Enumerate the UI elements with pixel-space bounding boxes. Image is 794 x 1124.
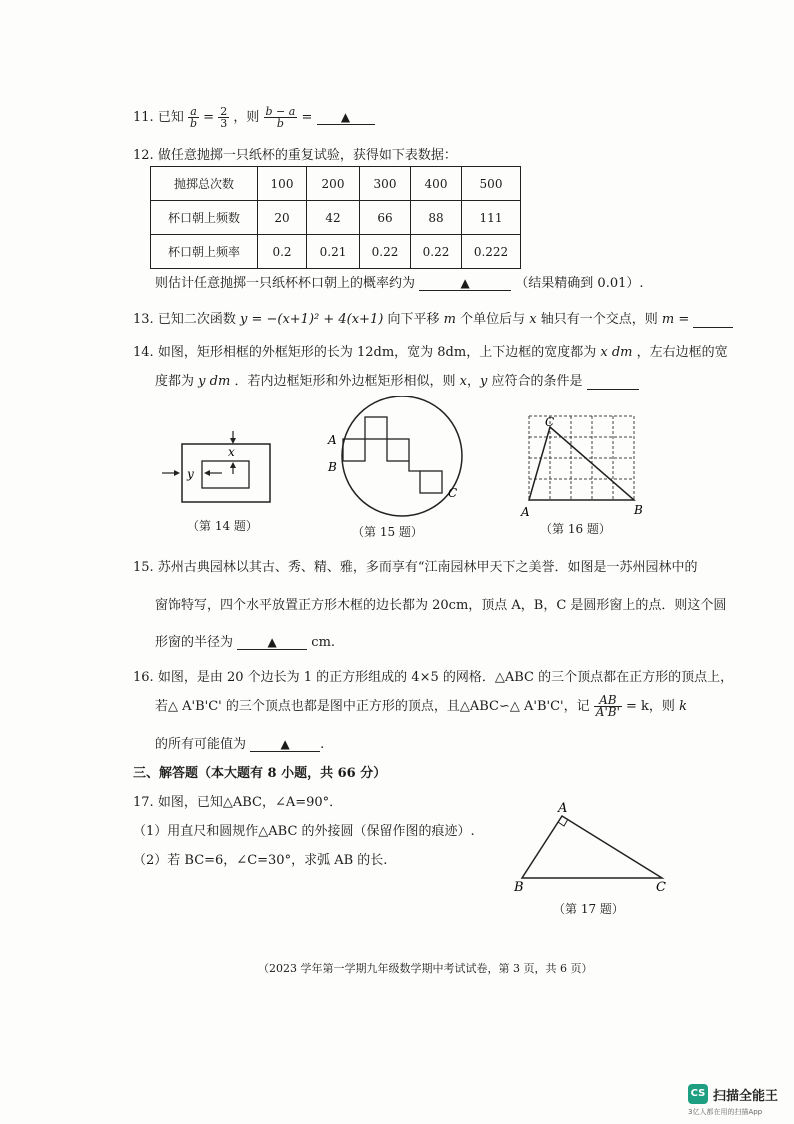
q13-line [133,308,733,328]
question-number: 16. [133,670,154,685]
q13-text: 已知二次函数 [157,312,236,327]
table-cell: 0.2 [258,235,307,269]
table-cell: 抛掷总次数 [151,167,258,201]
fraction-ab-over-a-prime-b-prime: $\frac{AB}{A'B'}$ [595,693,620,719]
var-m: m [661,312,675,327]
point-a-label: A [558,801,568,816]
q13-text: 向下平移 [387,312,440,327]
q16-line3 [155,733,324,752]
figure-16-grid [518,412,648,520]
outer-rectangle [182,444,270,502]
table-cell: 0.21 [307,235,360,269]
question-number: 12. [133,148,154,163]
point-b-label: B [514,880,524,893]
quadratic-formula: y = −(x+1)² + 4(x+1) [239,312,384,327]
table-row [151,235,521,269]
figure-17-right-triangle [508,798,678,893]
watermark-tagline: 3亿人都在用的扫描App [688,1108,763,1116]
table-cell: 100 [258,167,307,201]
point-c-label: C [545,415,555,429]
q15-text: 形窗的半径为 [155,635,234,650]
question-number: 15. [133,560,154,575]
table-cell: 400 [411,167,462,201]
table-cell: 300 [360,167,411,201]
point-a-label: A [328,433,337,447]
q13-text: 个单位后与 [460,312,526,327]
q14-text: 度都为 [155,374,195,389]
figure-14-caption: （第 14 题） [187,519,258,533]
table-row [151,167,521,201]
point-b-label: B [328,460,337,474]
q14-text: ，左右边框的宽 [636,345,728,360]
q16-text: 如图，是由 20 个边长为 1 的正方形组成的 4×5 的网格．△ABC 的三个顶点都在正方形的顶点上， [157,670,734,685]
question-number: 17. [133,795,154,810]
table-cell: 88 [411,201,462,235]
q15-line1 [133,556,697,575]
question-number: 14. [133,345,154,360]
q17-line1 [133,791,342,810]
table-cell: 42 [307,201,360,235]
answer-blank[interactable] [587,374,639,390]
var-x-dm: x dm [600,345,633,360]
square-frame [387,439,409,461]
circle-window [342,396,462,516]
q12-text: 做任意抛掷一只纸杯的重复试验，获得如下表数据： [157,148,457,163]
question-number: 13. [133,312,154,327]
q12-precision-note: （结果精确到 0.01）. [515,276,644,291]
equals-sign: = [203,110,215,125]
table-cell: 0.22 [360,235,411,269]
table-cell: 500 [462,167,521,201]
equals-sign: = [678,312,690,327]
q16-text: = k，则 [626,699,675,714]
q17-part-1: （1）用直尺和圆规作△ABC 的外接圆（保留作图的痕迹）. [133,824,475,839]
table-cell: 杯口朝上频率 [151,235,258,269]
table-cell: 0.22 [411,235,462,269]
figure-15-caption: （第 15 题） [352,525,423,539]
point-a-label: A [521,505,530,519]
fraction-2-over-3: $\frac{2}{3}$ [220,105,228,130]
point-c-label: C [656,880,666,893]
triangle-abc [522,816,662,878]
q16-line2 [155,695,687,718]
q13-text: 轴只有一个交点，则 [540,312,658,327]
q16-text: 若△ A'B'C' 的三个顶点也都是图中正方形的顶点，且△ABC∽△ A'B'C'，记 [155,699,590,714]
equals-sign: = [301,110,313,125]
q17-part-2: （2）若 BC=6，∠C=30°，求弧 AB 的长. [133,853,388,868]
var-y: y [479,374,488,389]
table-cell: 111 [462,201,521,235]
answer-blank[interactable] [693,312,733,328]
square-frame [420,471,442,493]
figure-15-window [322,396,472,518]
answer-blank[interactable]: ▲ [250,737,320,752]
table-row [151,201,521,235]
q16-line1 [133,666,733,685]
page-footer: （2023 学年第一学期九年级数学期中考试试卷，第 3 页，共 6 页） [258,962,593,975]
var-y-dm: y dm [198,374,231,389]
q11-line [133,106,375,129]
point-c-label: C [448,486,458,500]
fraction-b-minus-a-over-b: $\frac{b - a}{b}$ [265,105,296,130]
q14-text: 如图，矩形相框的外框矩形的长为 12dm，宽为 8dm，上下边框的宽度都为 [157,345,597,360]
figure-17-caption: （第 17 题） [553,902,624,916]
var-x: x [459,374,467,389]
q15-unit: cm. [311,635,336,650]
triangle-abc [529,427,634,500]
figure-16-caption: （第 16 题） [540,522,611,536]
table-cell: 杯口朝上频数 [151,201,258,235]
q12-line [133,144,457,163]
q17-text: 如图，已知△ABC，∠A=90°． [157,795,343,810]
q15-text: 苏州古典园林以其古、秀、精、雅，多而享有“江南园林甲天下之美誉．如图是一苏州园林中的 [157,560,698,575]
answer-blank[interactable]: ▲ [317,110,375,125]
camscanner-logo-icon: CS [688,1084,708,1104]
q11-text-then: ，则 [233,110,260,125]
table-cell: 66 [360,201,411,235]
q15-line2: 窗饰特写，四个水平放置正方形木框的边长都为 20cm，顶点 A，B，C 是圆形窗上的点．则这个圆 [155,598,727,613]
figure-14-frame [160,428,275,503]
var-k: k [679,699,687,714]
q14-text: ．若内边框矩形和外边框矩形相似，则 [234,374,456,389]
var-m: m [443,312,456,327]
fraction-a-over-b: $\frac{a}{b}$ [189,105,198,130]
answer-blank[interactable]: ▲ [419,276,511,291]
square-frame [365,417,387,439]
q14-line1 [133,341,728,360]
watermark-name: 扫描全能王 [713,1089,779,1104]
answer-blank[interactable]: ▲ [237,635,307,650]
table-cell: 0.222 [462,235,521,269]
q12-after [155,272,644,291]
label-x: x [228,445,235,459]
square-frame [343,439,365,461]
question-number: 11. [133,110,154,125]
period: . [320,737,325,752]
q15-line3 [155,631,335,650]
comma: ， [466,374,480,389]
table-cell: 200 [307,167,360,201]
point-b-label: B [634,503,643,517]
q11-text: 已知 [157,110,184,125]
frequency-table [150,166,521,269]
q12-after-text: 则估计任意抛掷一只纸杯杯口朝上的概率约为 [155,276,416,291]
section-heading: 三、解答题（本大题有 8 小题，共 66 分） [133,766,387,781]
label-y: y [187,467,194,481]
table-cell: 20 [258,201,307,235]
var-x: x [529,312,537,327]
q14-text: 应符合的条件是 [491,374,583,389]
q14-line2 [155,370,639,390]
q16-text: 的所有可能值为 [155,737,247,752]
